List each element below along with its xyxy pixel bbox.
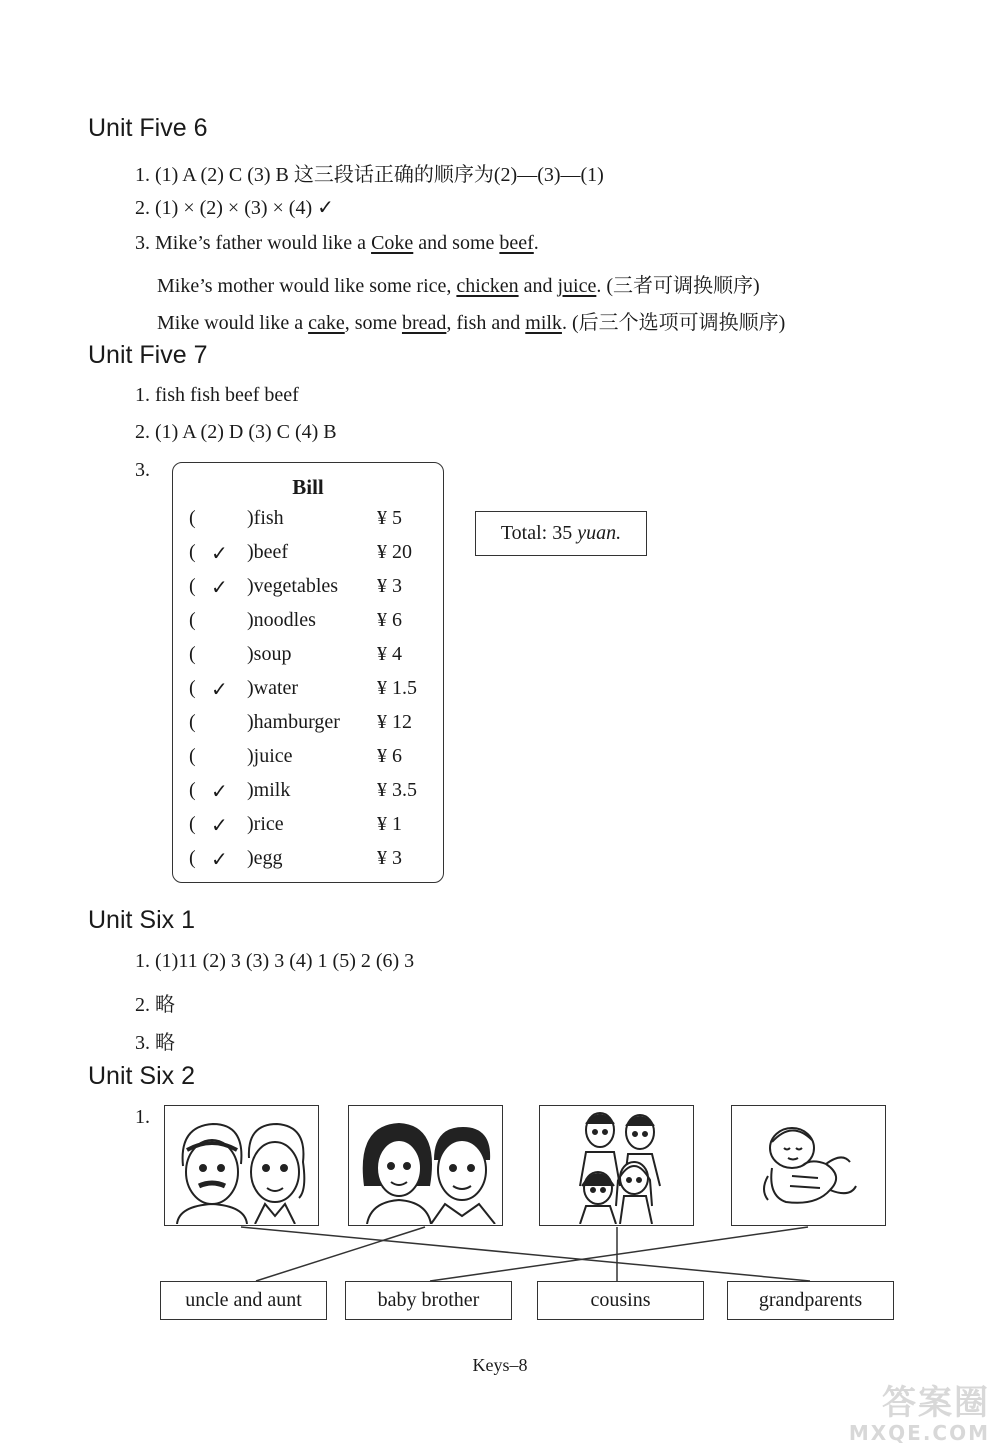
- bill-row: ( ✓ )vegetables ¥ 3: [189, 575, 402, 599]
- bill-row: ( )noodles ¥ 6: [189, 609, 402, 631]
- heading-unit-five-7: Unit Five 7: [88, 341, 208, 369]
- answer-line: 3. Mike’s father would like a Coke and some beef.: [135, 232, 539, 254]
- bill-row: ( )hamburger ¥ 12: [189, 711, 412, 733]
- page-number: Keys–8: [472, 1355, 528, 1375]
- check-icon: ✓: [211, 543, 228, 565]
- answer-line: 1. fish fish beef beef: [135, 384, 299, 406]
- answer-line: 3. 略: [135, 1032, 175, 1054]
- answer-line: 1. (1) A (2) C (3) B 这三段话正确的顺序为(2)—(3)—(1): [135, 164, 604, 186]
- heading-unit-six-1: Unit Six 1: [88, 906, 195, 934]
- match-line: [256, 1227, 425, 1281]
- answer-line: Mike would like a cake, some bread, fish and milk. (后三个选项可调换顺序): [157, 312, 786, 334]
- word-box-uncle-and-aunt: uncle and aunt: [160, 1281, 327, 1320]
- check-icon: ✓: [211, 781, 228, 803]
- bill-row: ( ✓ )water ¥ 1.5: [189, 677, 417, 701]
- check-icon: ✓: [211, 849, 228, 871]
- bill-row: ( ✓ )egg ¥ 3: [189, 847, 402, 871]
- heading-unit-five-6: Unit Five 6: [88, 114, 208, 142]
- watermark-line1: 答案圈: [882, 1383, 990, 1423]
- answer-line: 2. (1) A (2) D (3) C (4) B: [135, 421, 337, 443]
- answer-line: 2. (1) × (2) × (3) × (4) ✓: [135, 197, 334, 219]
- check-icon: ✓: [211, 679, 228, 701]
- match-line: [430, 1227, 808, 1281]
- bill-row: ( ✓ )rice ¥ 1: [189, 813, 402, 837]
- question-number: 1.: [135, 1106, 150, 1128]
- watermark-logo: [820, 1385, 990, 1445]
- bill-row: ( )fish ¥ 5: [189, 507, 402, 529]
- bill-row: ( ✓ )milk ¥ 3.5: [189, 779, 417, 803]
- check-icon: ✓: [211, 577, 228, 599]
- total-box: Total: 35 yuan.: [475, 511, 647, 556]
- word-box-grandparents: grandparents: [727, 1281, 894, 1320]
- match-line: [241, 1227, 810, 1281]
- check-icon: ✓: [211, 815, 228, 837]
- bill-row: ( ✓ )beef ¥ 20: [189, 541, 412, 565]
- bill-row: ( )soup ¥ 4: [189, 643, 402, 665]
- watermark-line2: MXQE.COM: [848, 1421, 990, 1445]
- answer-line: 2. 略: [135, 994, 175, 1016]
- word-box-baby-brother: baby brother: [345, 1281, 512, 1320]
- bill-row: ( )juice ¥ 6: [189, 745, 402, 767]
- answer-line: 1. (1)11 (2) 3 (3) 3 (4) 1 (5) 2 (6) 3: [135, 950, 415, 972]
- heading-unit-six-2: Unit Six 2: [88, 1062, 195, 1090]
- question-number: 3.: [135, 459, 150, 481]
- answer-line: Mike’s mother would like some rice, chicken and juice. (三者可调换顺序): [157, 275, 760, 297]
- word-box-cousins: cousins: [537, 1281, 704, 1320]
- bill-title: Bill: [292, 475, 324, 499]
